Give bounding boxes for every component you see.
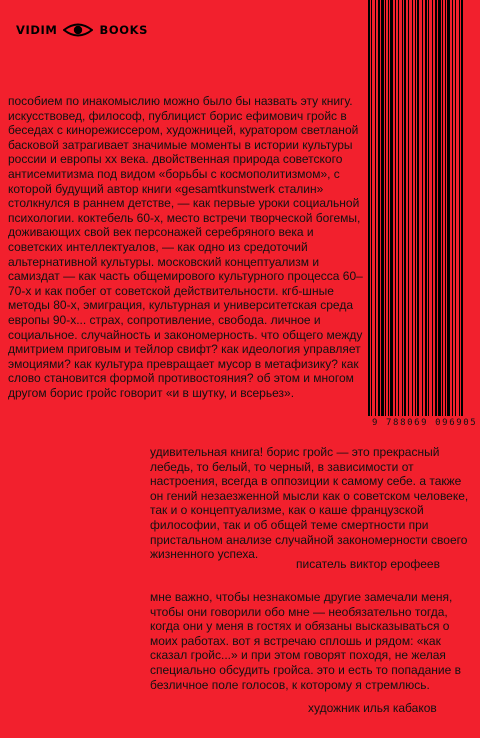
barcode-bar — [435, 0, 437, 416]
barcode-bar — [428, 0, 429, 416]
book-blurb: пособием по инакомыслию можно было бы назвать эту книгу. искусствовед, философ, публицист борис ефимович гройс в беседах с кинорежиссером, художницей, куратором светланой басковой затрагивает значимые моменты в истории культуры россии и европы xx века. двойственная природа советского антисемитизма под видом «борьбы с космополитизмом», с которой будущий автор книги «gesamtkunstwerk сталин» столкнулся в раннем детстве, — как первые уроки социальной психологии. коктебель 60-х, место встречи творческой богемы, доживающих свой век персонажей серебряного века и советских интеллектуалов, — как одно из средоточий альтернативной культуры. московский концептуализм и самиздат — как часть общемирового культурного процесса 60–70-х и как побег от советской действительности. кгб-шные методы 80-х, эмиграция, культурная и университетская среда европы 90-х... страх, сопротивление, свобода. личное и социальное. случайность и закономерность. что общего между дмитрием приговым и тейлор свифт? как идеология управляет эмоциями? как культура превращает мусор в метафизику? как слово становится формой противостояния? об этом и многом другом борис гройс говорит «и в шутку, и всерьез». — [8, 94, 363, 400]
publisher-logo-left: VIDIM — [16, 23, 58, 37]
barcode-bar — [378, 0, 380, 416]
publisher-logo — [16, 22, 148, 38]
barcode-bar — [385, 0, 386, 416]
barcode-bar — [368, 0, 370, 416]
barcode-bar — [408, 0, 409, 416]
quote-erofeev: удивительная книга! борис гройс — это прекрасный лебедь, то белый, то черный, в зависимости от настроения, всегда в оппозиции к самому себе. а также он гений незаезженной мысли как о советском человеке, так и о концептуализме, как о каше французской философии, так и об общей теме смертности при пристальном анализе случайной закономерности своего жизненного успеха. — [150, 445, 469, 562]
publisher-logo-right: BOOKS — [99, 23, 148, 37]
barcode-bar — [422, 0, 423, 416]
eye-icon — [63, 22, 93, 38]
barcode-bar — [461, 0, 463, 416]
barcode-bar — [402, 0, 403, 416]
barcode-bar — [375, 0, 376, 416]
barcode-bar — [452, 0, 453, 416]
barcode-bar — [442, 0, 443, 416]
barcode-bar — [371, 0, 372, 416]
barcode-bar — [455, 0, 456, 416]
barcode-bar — [395, 0, 396, 416]
quote-kabakov: мне важно, чтобы незнакомые другие замечали меня, чтобы они говорили обо мне — необязательно тогда, когда они у меня в гостях и обязаны высказываться о моих работах. вот я встречаю сплошь и рядом: «как сказал гройс...» и при этом говорят походя, не желая специально обсудить гройса. это и есть то попадание в безличное поле голосов, к которому я стремлюсь. — [150, 590, 462, 692]
quote-erofeev-author: писатель виктор ерофеев — [296, 557, 440, 571]
barcode — [368, 0, 464, 416]
barcode-bar — [417, 0, 419, 416]
barcode-bar — [404, 0, 406, 416]
barcode-bar — [445, 0, 446, 416]
barcode-bar — [390, 0, 393, 416]
barcode-bar — [415, 0, 416, 416]
barcode-bar — [381, 0, 384, 416]
barcode-bar — [388, 0, 389, 416]
barcode-bar — [459, 0, 460, 416]
isbn-number: 9 788069 096905 — [372, 418, 478, 428]
barcode-bar — [412, 0, 413, 416]
quote-kabakov-author: художник илья кабаков — [308, 701, 437, 715]
barcode-bar — [447, 0, 450, 416]
barcode-bar — [432, 0, 433, 416]
barcode-bar — [425, 0, 427, 416]
barcode-bar — [438, 0, 441, 416]
barcode-bar — [398, 0, 399, 416]
